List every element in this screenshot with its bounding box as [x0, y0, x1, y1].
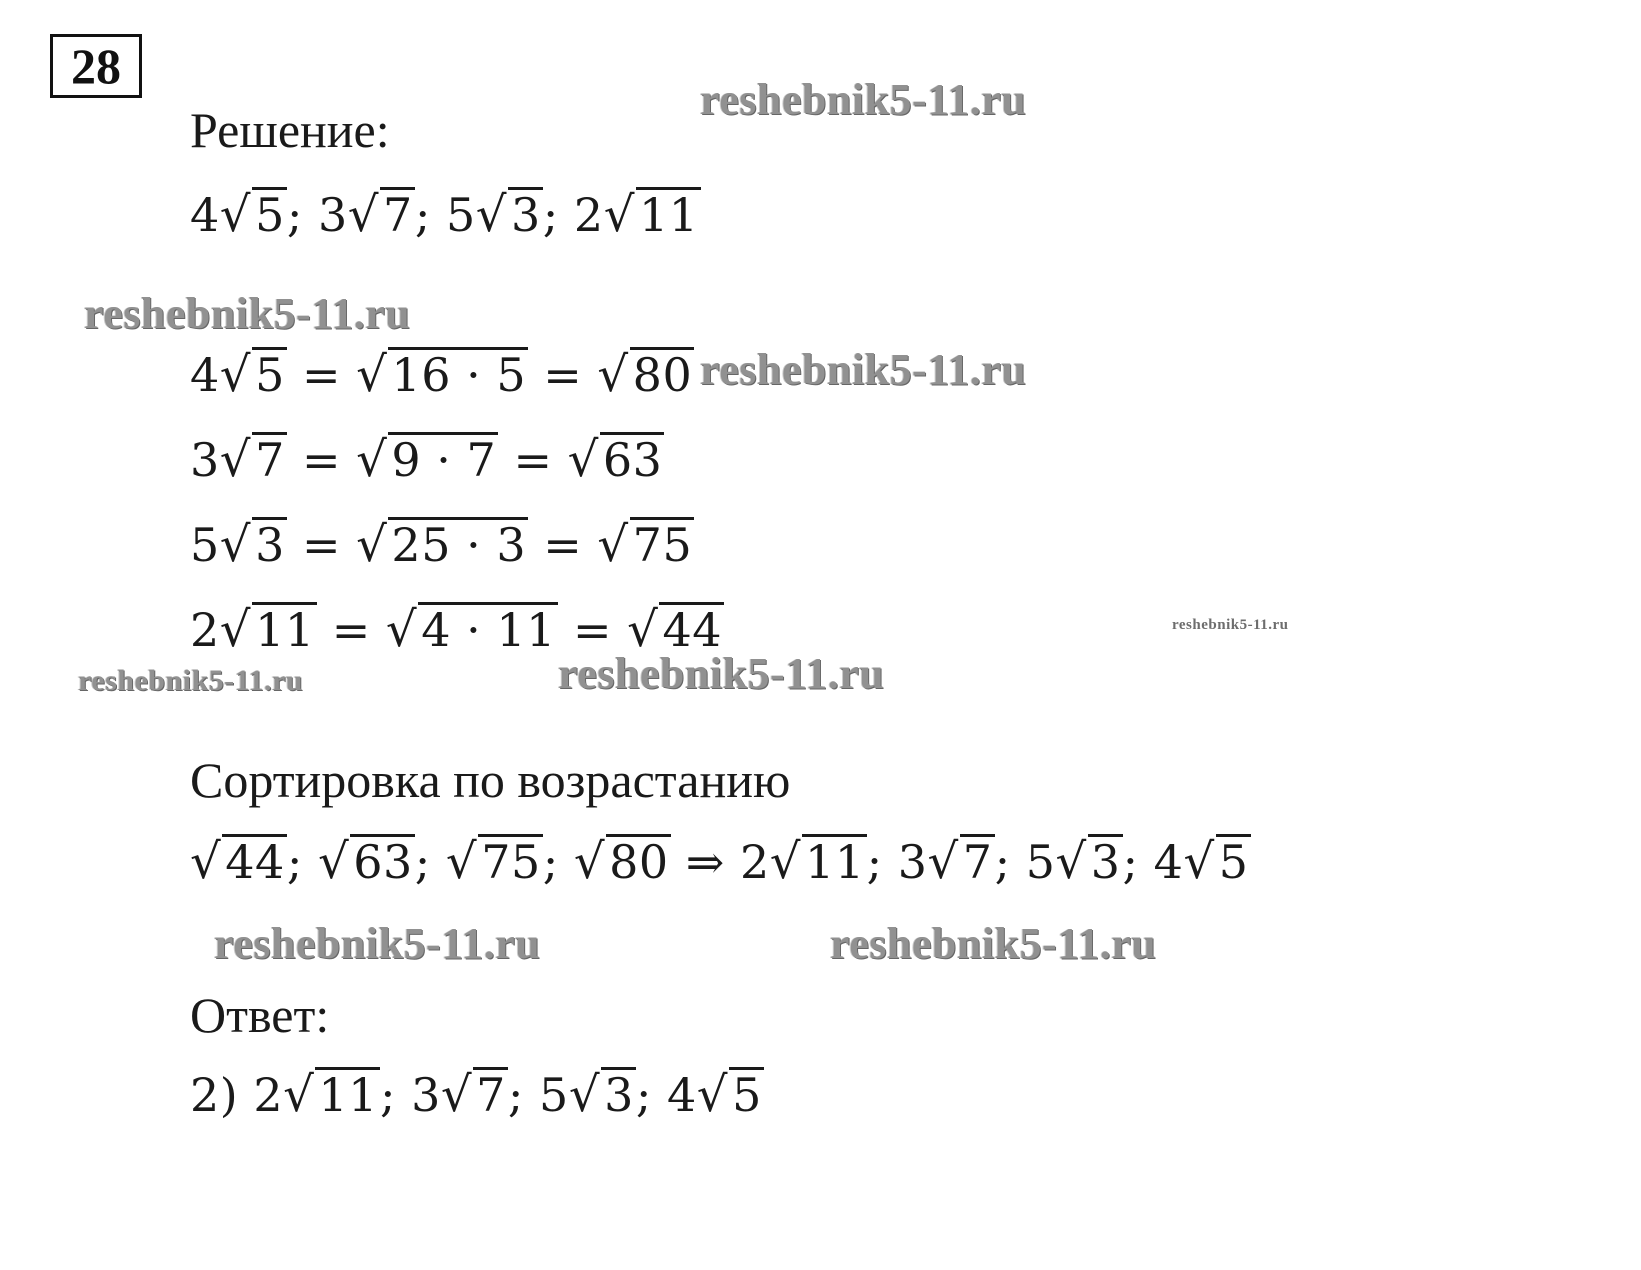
coefficient: 2 [573, 188, 604, 242]
equals-sign: = [498, 433, 568, 487]
implies-arrow: ⇒ [670, 835, 740, 889]
radical-sign-icon: √ [356, 517, 388, 573]
coefficient: 3 [897, 835, 928, 889]
radicand: 7 [473, 1067, 508, 1118]
square-root [283, 1065, 380, 1125]
watermark: reshebnik5-11.ru [558, 649, 885, 698]
square-root [569, 1065, 636, 1125]
square-root [318, 832, 415, 892]
square-root [356, 430, 498, 490]
radicand: 5 [252, 187, 287, 238]
radicand: 11 [315, 1067, 380, 1118]
radicand: 63 [600, 432, 665, 483]
square-root [1183, 832, 1250, 892]
separator: ; [414, 835, 446, 889]
radical-sign-icon: √ [1183, 834, 1215, 890]
coefficient: 4 [190, 348, 220, 402]
equals-sign: = [286, 518, 357, 572]
square-root [476, 185, 543, 245]
square-root [1055, 832, 1122, 892]
radical-sign-icon: √ [597, 347, 629, 403]
radicand: 80 [606, 834, 671, 885]
equals-sign: = [316, 603, 386, 657]
radicand: 5 [252, 347, 287, 398]
conversion-line [190, 430, 664, 490]
square-root [604, 185, 701, 245]
problem-number-box [50, 34, 142, 98]
radical-sign-icon: √ [219, 347, 252, 403]
watermark: reshebnik5-11.ru [700, 75, 1027, 124]
radicand: 9 · 7 [388, 432, 498, 483]
coefficient: 3 [411, 1068, 441, 1122]
radicand: 11 [636, 187, 701, 238]
radical-sign-icon: √ [568, 1067, 601, 1123]
separator: ; [635, 1068, 668, 1122]
coefficient: 3 [317, 188, 348, 242]
square-root [441, 1065, 508, 1125]
radical-sign-icon: √ [219, 432, 252, 488]
radicand: 3 [601, 1067, 636, 1118]
answer-line [190, 1065, 764, 1125]
radical-sign-icon: √ [219, 187, 252, 243]
radical-sign-icon: √ [1055, 834, 1087, 890]
equals-sign: = [557, 603, 628, 657]
conversion-line [190, 345, 694, 405]
coefficient: 4 [190, 188, 220, 242]
radicand: 5 [1216, 834, 1251, 885]
radical-sign-icon: √ [445, 834, 478, 890]
radical-sign-icon: √ [573, 834, 606, 890]
radical-sign-icon: √ [769, 834, 802, 890]
separator: ; [414, 188, 446, 242]
square-root [386, 600, 558, 660]
square-root [220, 430, 287, 490]
radicand: 25 · 3 [388, 517, 528, 568]
radicand: 3 [1088, 834, 1123, 885]
radical-sign-icon: √ [440, 1067, 473, 1123]
radical-sign-icon: √ [219, 602, 252, 658]
radical-sign-icon: √ [567, 432, 599, 488]
radical-sign-icon: √ [347, 187, 380, 243]
square-root [356, 345, 528, 405]
equals-sign: = [286, 433, 357, 487]
coefficient: 5 [539, 1068, 569, 1122]
coefficient: 2 [739, 835, 770, 889]
coefficient: 2 [253, 1068, 284, 1122]
radicand: 5 [729, 1067, 764, 1118]
radical-sign-icon: √ [356, 347, 388, 403]
watermark: reshebnik5-11.ru [700, 345, 1027, 394]
watermark: reshebnik5-11.ru [214, 919, 541, 968]
radical-sign-icon: √ [219, 517, 252, 573]
square-root [220, 185, 287, 245]
answer-heading: Ответ: [190, 987, 330, 1043]
radicand: 75 [630, 517, 695, 568]
given-numbers-line [190, 185, 701, 245]
square-root [928, 832, 995, 892]
radicand: 3 [508, 187, 543, 238]
square-root [597, 345, 694, 405]
conversion-line [190, 515, 694, 575]
radical-sign-icon: √ [927, 834, 959, 890]
square-root [356, 515, 528, 575]
coefficient: 4 [1153, 835, 1184, 889]
radicand: 7 [960, 834, 995, 885]
separator: ; [1122, 835, 1154, 889]
square-root [568, 430, 665, 490]
coefficient: 5 [190, 518, 220, 572]
separator: ; [866, 835, 898, 889]
radical-sign-icon: √ [283, 1067, 315, 1123]
radicand: 11 [252, 602, 317, 653]
separator: ; [542, 835, 574, 889]
separator: ; [507, 1068, 540, 1122]
radicand: 7 [252, 432, 287, 483]
sorted-line [190, 832, 1251, 892]
equals-sign: = [286, 348, 357, 402]
radical-sign-icon: √ [190, 834, 222, 890]
radicand: 16 · 5 [388, 347, 528, 398]
radical-sign-icon: √ [603, 187, 635, 243]
square-root [220, 515, 287, 575]
radical-sign-icon: √ [696, 1067, 729, 1123]
problem-number: 28 [71, 38, 121, 94]
separator: ; [994, 835, 1026, 889]
radical-sign-icon: √ [627, 602, 659, 658]
equals-sign: = [528, 348, 598, 402]
separator: ; [379, 1068, 412, 1122]
watermark: reshebnik5-11.ru [1172, 617, 1289, 633]
separator: ; [542, 188, 574, 242]
equals-sign: = [528, 518, 598, 572]
coefficient: 5 [1025, 835, 1056, 889]
coefficient: 4 [667, 1068, 697, 1122]
square-root [597, 515, 694, 575]
coefficient: 2 [190, 603, 220, 657]
radicand: 4 · 11 [418, 602, 558, 653]
watermark: reshebnik5-11.ru [830, 919, 1157, 968]
radicand: 3 [252, 517, 287, 568]
separator: ; [286, 188, 318, 242]
radicand: 80 [630, 347, 695, 398]
square-root [348, 185, 415, 245]
radical-sign-icon: √ [317, 834, 350, 890]
radicand: 75 [478, 834, 543, 885]
watermark: reshebnik5-11.ru [84, 289, 411, 338]
square-root [574, 832, 671, 892]
square-root [697, 1065, 764, 1125]
radicand: 7 [380, 187, 415, 238]
radicand: 44 [659, 602, 724, 653]
square-root [770, 832, 867, 892]
square-root [446, 832, 543, 892]
square-root [220, 600, 317, 660]
radical-sign-icon: √ [475, 187, 507, 243]
separator: ; [286, 835, 318, 889]
watermark: reshebnik5-11.ru [78, 664, 303, 697]
radical-sign-icon: √ [385, 602, 418, 658]
answer-option: 2) [190, 1068, 254, 1122]
sort-heading: Сортировка по возрастанию [190, 752, 791, 808]
coefficient: 5 [445, 188, 476, 242]
radicand: 44 [222, 834, 287, 885]
square-root [220, 345, 287, 405]
square-root [190, 832, 287, 892]
radicand: 63 [350, 834, 415, 885]
radical-sign-icon: √ [597, 517, 629, 573]
radicand: 11 [802, 834, 867, 885]
radical-sign-icon: √ [356, 432, 388, 488]
solution-heading: Решение: [190, 102, 390, 158]
coefficient: 3 [190, 433, 220, 487]
